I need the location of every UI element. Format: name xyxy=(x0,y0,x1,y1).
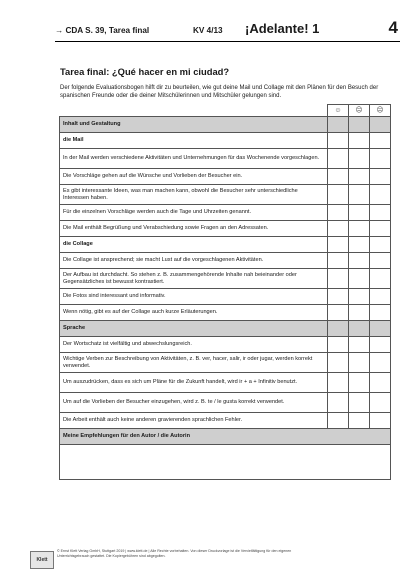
rating-checkbox[interactable] xyxy=(328,289,349,305)
rating-checkbox[interactable] xyxy=(370,305,391,321)
rating-checkbox[interactable] xyxy=(328,205,349,221)
rating-checkbox[interactable] xyxy=(370,149,391,169)
section-empfehlungen-row xyxy=(60,429,391,445)
rating-checkbox[interactable] xyxy=(328,337,349,353)
rating-checkbox[interactable] xyxy=(328,393,349,413)
rating-checkbox[interactable] xyxy=(349,353,370,373)
criterion-row xyxy=(60,413,391,429)
rating-checkbox[interactable] xyxy=(328,413,349,429)
section-inhalt-row xyxy=(60,117,391,133)
criterion-text: Der Aufbau ist durchdacht. So stehen z. B. zusammengehörende Inhalte nah beieinander oder Gegensätzliches ist bewusst kontrastiert. xyxy=(60,269,328,289)
book-title: ¡Adelante! 1 xyxy=(245,21,320,36)
rating-checkbox[interactable] xyxy=(349,185,370,205)
evaluation-table xyxy=(59,104,391,480)
rating-checkbox[interactable] xyxy=(349,149,370,169)
rating-checkbox[interactable] xyxy=(370,169,391,185)
section-sprache-row xyxy=(60,321,391,337)
rating-checkbox[interactable] xyxy=(370,393,391,413)
rating-checkbox[interactable] xyxy=(370,289,391,305)
rating-checkbox[interactable] xyxy=(370,413,391,429)
rating-checkbox[interactable] xyxy=(328,321,349,337)
criterion-row xyxy=(60,269,391,289)
page-header xyxy=(55,19,400,42)
criterion-row xyxy=(60,185,391,205)
neutral-face-icon: 😐 xyxy=(349,105,370,117)
rating-checkbox[interactable] xyxy=(370,337,391,353)
rating-checkbox[interactable] xyxy=(349,305,370,321)
rating-checkbox[interactable] xyxy=(349,133,370,149)
criterion-row xyxy=(60,149,391,169)
rating-checkbox[interactable] xyxy=(349,321,370,337)
publisher-logo: Klett xyxy=(30,551,54,569)
rating-checkbox[interactable] xyxy=(328,237,349,253)
rating-checkbox[interactable] xyxy=(328,253,349,269)
rating-checkbox[interactable] xyxy=(370,253,391,269)
rating-checkbox[interactable] xyxy=(370,117,391,133)
criterion-text: Die Vorschläge gehen auf die Wünsche und Vorlieben der Besucher ein. xyxy=(60,169,328,185)
rating-checkbox[interactable] xyxy=(328,269,349,289)
rating-checkbox[interactable] xyxy=(349,253,370,269)
unit-number: 4 xyxy=(388,18,398,37)
section-collage-row xyxy=(60,237,391,253)
cross-reference: → CDA S. 39, Tarea final xyxy=(55,26,150,35)
section-mail-row xyxy=(60,133,391,149)
criterion-text: Die Mail enthält Begrüßung und Verabschiedung sowie Fragen an den Adressaten. xyxy=(60,221,328,237)
rating-checkbox[interactable] xyxy=(349,237,370,253)
criterion-row xyxy=(60,205,391,221)
criterion-text: Wichtige Verben zur Beschreibung von Aktivitäten, z. B. ver, hacer, salir, ir oder jugar, werden korrekt verwendet. xyxy=(60,353,328,373)
criterion-text: Es gibt interessante Ideen, was man machen kann, obwohl die Besucher sehr unterschiedliche Interessen haben. xyxy=(60,185,328,205)
rating-checkbox[interactable] xyxy=(370,221,391,237)
section-heading: Inhalt und Gestaltung xyxy=(60,117,328,133)
criterion-row xyxy=(60,221,391,237)
rating-checkbox[interactable] xyxy=(328,353,349,373)
rating-checkbox[interactable] xyxy=(349,413,370,429)
section-heading: die Collage xyxy=(60,237,328,253)
criterion-row xyxy=(60,289,391,305)
rating-checkbox[interactable] xyxy=(370,185,391,205)
copyright-notice: © Ernst Klett Verlag GmbH, Stuttgart 2019 | www.klett.de | Alle Rechte vorbehalten. Von dieser Druckvorlage ist die Vervielfältigung für den eigenen Unterrichtsgebrauch gestattet. Die Kopiergebühren sind abgegolten. xyxy=(57,549,292,558)
criterion-text: Die Arbeit enthält auch keine anderen gravierenden sprachlichen Fehler. xyxy=(60,413,328,429)
criterion-row xyxy=(60,393,391,413)
intro-text: Der folgende Evaluationsbogen hilft dir zu beurteilen, wie gut deine Mail und Collage mit den Plänen für den Besuch der spanischen Freunde oder die deiner Mitschülerinnen und Mitschüler gelungen sind. xyxy=(60,85,379,100)
rating-checkbox[interactable] xyxy=(349,393,370,413)
rating-header-row xyxy=(60,105,391,117)
rating-checkbox[interactable] xyxy=(328,373,349,393)
happy-face-icon: ☺ xyxy=(328,105,349,117)
rating-checkbox[interactable] xyxy=(370,321,391,337)
criterion-text: Wenn nötig, gibt es auf der Collage auch kurze Erläuterungen. xyxy=(60,305,328,321)
page-title: Tarea final: ¿Qué hacer en mi ciudad? xyxy=(60,66,230,77)
criterion-text: Um auf die Vorlieben der Besucher einzugehen, wird z. B. te / le gusta korrekt verwendet. xyxy=(60,393,328,413)
rating-checkbox[interactable] xyxy=(349,117,370,133)
criterion-row xyxy=(60,305,391,321)
rating-checkbox[interactable] xyxy=(370,269,391,289)
criterion-text: Die Fotos sind interessant und informativ. xyxy=(60,289,328,305)
recommendations-input-area[interactable] xyxy=(60,445,391,480)
rating-checkbox[interactable] xyxy=(328,221,349,237)
rating-checkbox[interactable] xyxy=(349,337,370,353)
criterion-row xyxy=(60,253,391,269)
rating-checkbox[interactable] xyxy=(328,117,349,133)
criterion-row xyxy=(60,373,391,393)
rating-checkbox[interactable] xyxy=(349,269,370,289)
criterion-text: In der Mail werden verschiedene Aktivitäten und Unternehmungen für das Wochenende vorgeschlagen. xyxy=(60,149,328,169)
rating-checkbox[interactable] xyxy=(349,221,370,237)
rating-checkbox[interactable] xyxy=(328,185,349,205)
rating-checkbox[interactable] xyxy=(349,289,370,305)
rating-checkbox[interactable] xyxy=(328,133,349,149)
rating-checkbox[interactable] xyxy=(370,237,391,253)
rating-checkbox[interactable] xyxy=(370,133,391,149)
sad-face-icon: ☹ xyxy=(370,105,391,117)
section-heading: Sprache xyxy=(60,321,328,337)
rating-checkbox[interactable] xyxy=(328,169,349,185)
rating-checkbox[interactable] xyxy=(349,373,370,393)
rating-checkbox[interactable] xyxy=(328,149,349,169)
rating-checkbox[interactable] xyxy=(349,169,370,185)
rating-checkbox[interactable] xyxy=(370,205,391,221)
section-heading: Meine Empfehlungen für den Autor / die Autorin xyxy=(60,429,391,445)
criterion-text: Um auszudrücken, dass es sich um Pläne für die Zukunft handelt, wird ir + a + Infinitiv benutzt. xyxy=(60,373,328,393)
section-heading: die Mail xyxy=(60,133,328,149)
page-footer xyxy=(30,549,390,573)
criterion-text: Der Wortschatz ist vielfältig und abwechslungsreich. xyxy=(60,337,328,353)
rating-checkbox[interactable] xyxy=(370,373,391,393)
criterion-row xyxy=(60,337,391,353)
rating-checkbox[interactable] xyxy=(370,353,391,373)
criterion-row xyxy=(60,353,391,373)
rating-checkbox[interactable] xyxy=(349,205,370,221)
criterion-text: Die Collage ist ansprechend; sie macht Lust auf die vorgeschlagenen Aktivitäten. xyxy=(60,253,328,269)
rating-checkbox[interactable] xyxy=(328,305,349,321)
criterion-row xyxy=(60,169,391,185)
worksheet-code: KV 4/13 xyxy=(193,26,223,35)
criterion-text: Für die einzelnen Vorschläge werden auch die Tage und Uhrzeiten genannt. xyxy=(60,205,328,221)
